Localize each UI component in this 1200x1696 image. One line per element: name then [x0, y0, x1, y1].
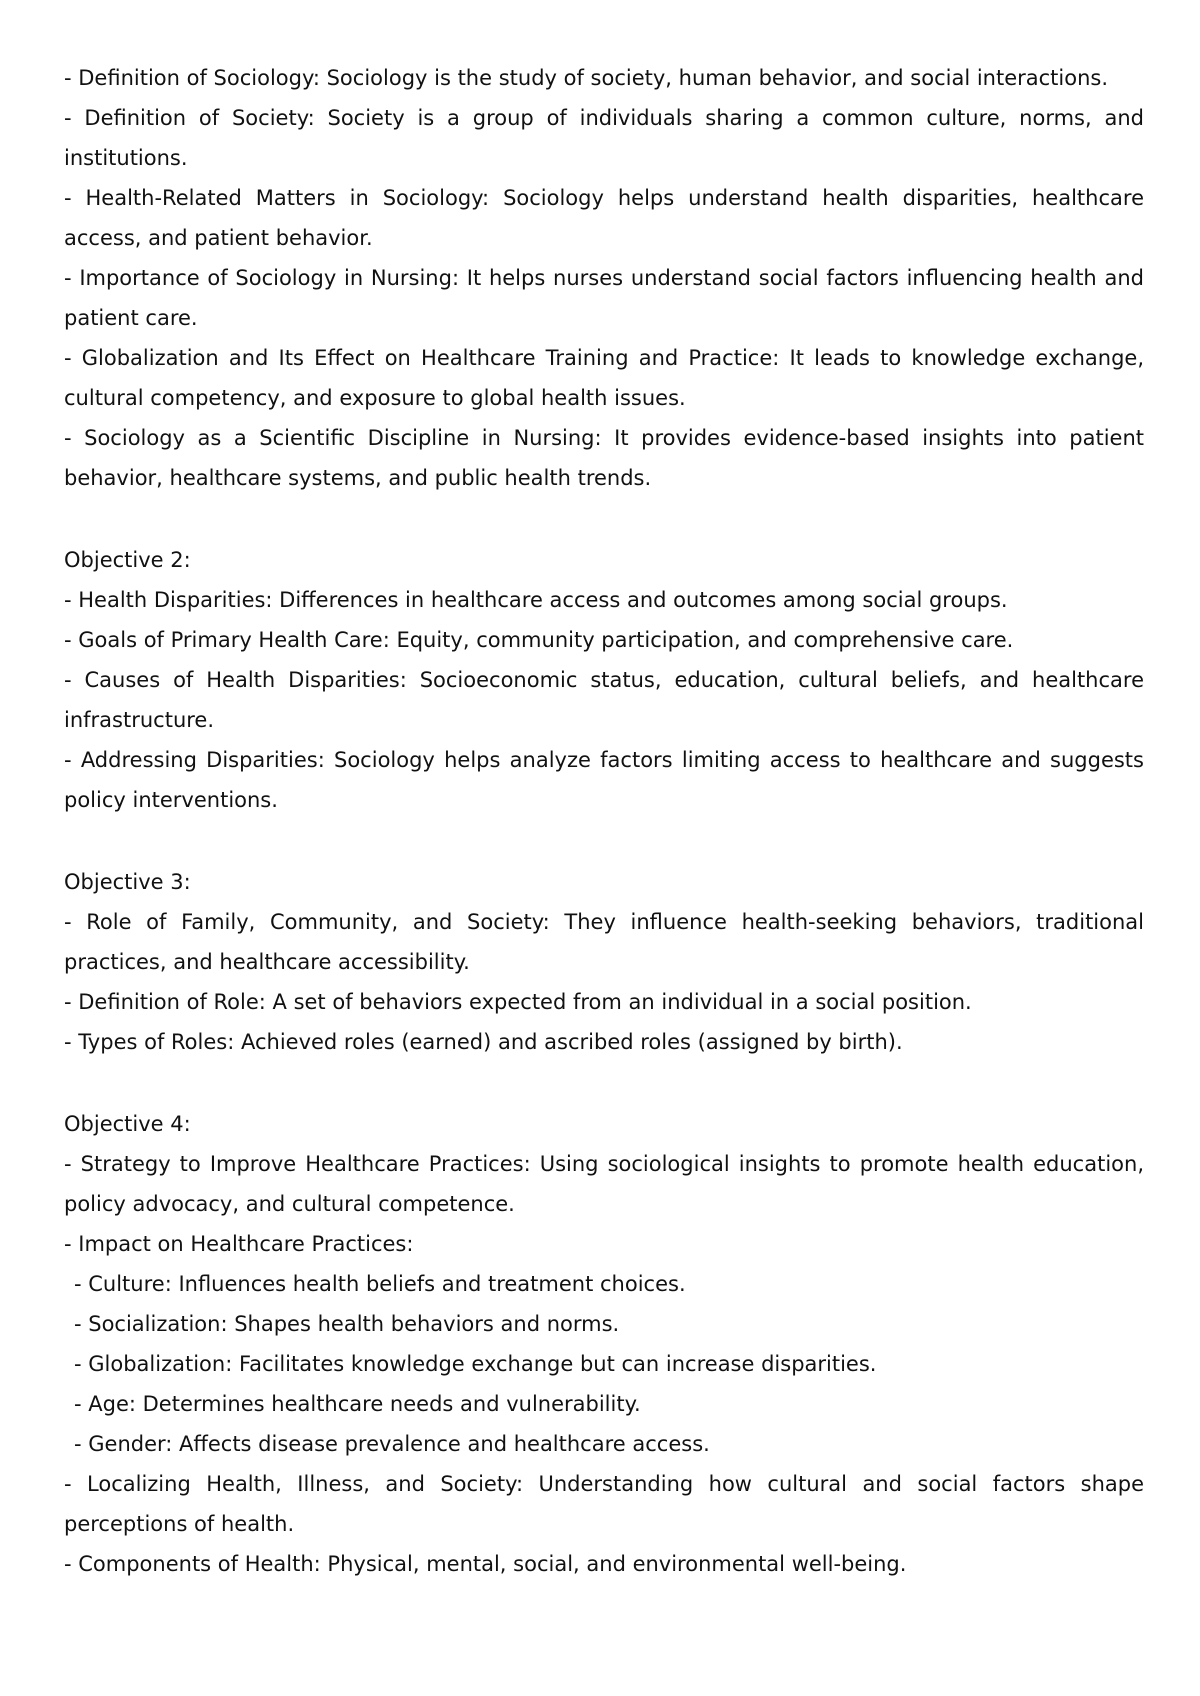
addressing-disparities: - Addressing Disparities: Sociology helps analyze factors limiting access to healthcare and suggests policy interventions.	[64, 748, 1144, 812]
health-disparities: - Health Disparities: Differences in healthcare access and outcomes among social groups.	[64, 588, 1008, 612]
objective-3-heading: Objective 3:	[64, 870, 191, 894]
spacer	[64, 1062, 1144, 1104]
definition-of-role: - Definition of Role: A set of behaviors expected from an individual in a social position.	[64, 990, 972, 1014]
spacer	[64, 820, 1144, 862]
health-related-matters: - Health-Related Matters in Sociology: Sociology helps understand health disparities, healthcare access, and patient behavior.	[64, 186, 1144, 250]
impact-on-healthcare-practices: - Impact on Healthcare Practices:	[64, 1232, 414, 1256]
impact-globalization: - Globalization: Facilitates knowledge exchange but can increase disparities.	[74, 1352, 877, 1376]
definition-of-sociology: - Definition of Sociology: Sociology is the study of society, human behavior, and social interactions.	[64, 66, 1109, 90]
components-of-health: - Components of Health: Physical, mental, social, and environmental well-being.	[64, 1552, 907, 1576]
role-of-family-community-society: - Role of Family, Community, and Society: They influence health-seeking behaviors, traditional practices, and healthcare accessibility.	[64, 910, 1144, 974]
goals-of-primary-health-care: - Goals of Primary Health Care: Equity, community participation, and comprehensive care.	[64, 628, 1014, 652]
globalization-effect: - Globalization and Its Effect on Healthcare Training and Practice: It leads to knowledge exchange, cultural competency, and exposure to global health issues.	[64, 346, 1144, 410]
causes-of-health-disparities: - Causes of Health Disparities: Socioeconomic status, education, cultural beliefs, and healthcare infrastructure.	[64, 668, 1144, 732]
strategy-to-improve-healthcare: - Strategy to Improve Healthcare Practices: Using sociological insights to promote health education, policy advocacy, and cultural competence.	[64, 1152, 1144, 1216]
spacer	[64, 498, 1144, 540]
objective-2-heading: Objective 2:	[64, 548, 191, 572]
objective-4-heading: Objective 4:	[64, 1112, 191, 1136]
impact-gender: - Gender: Affects disease prevalence and healthcare access.	[74, 1432, 710, 1456]
sociology-scientific-discipline: - Sociology as a Scientific Discipline in Nursing: It provides evidence-based insights into patient behavior, healthcare systems, and public health trends.	[64, 426, 1144, 490]
definition-of-society: - Definition of Society: Society is a group of individuals sharing a common culture, norms, and institutions.	[64, 106, 1144, 170]
importance-of-sociology-in-nursing: - Importance of Sociology in Nursing: It helps nurses understand social factors influencing health and patient care.	[64, 266, 1144, 330]
impact-socialization: - Socialization: Shapes health behaviors and norms.	[74, 1312, 620, 1336]
impact-culture: - Culture: Influences health beliefs and treatment choices.	[74, 1272, 686, 1296]
localizing-health-illness-society: - Localizing Health, Illness, and Society: Understanding how cultural and social factors shape perceptions of health.	[64, 1472, 1144, 1536]
impact-age: - Age: Determines healthcare needs and vulnerability.	[74, 1392, 641, 1416]
types-of-roles: - Types of Roles: Achieved roles (earned) and ascribed roles (assigned by birth).	[64, 1030, 903, 1054]
document-body	[64, 58, 1144, 1584]
